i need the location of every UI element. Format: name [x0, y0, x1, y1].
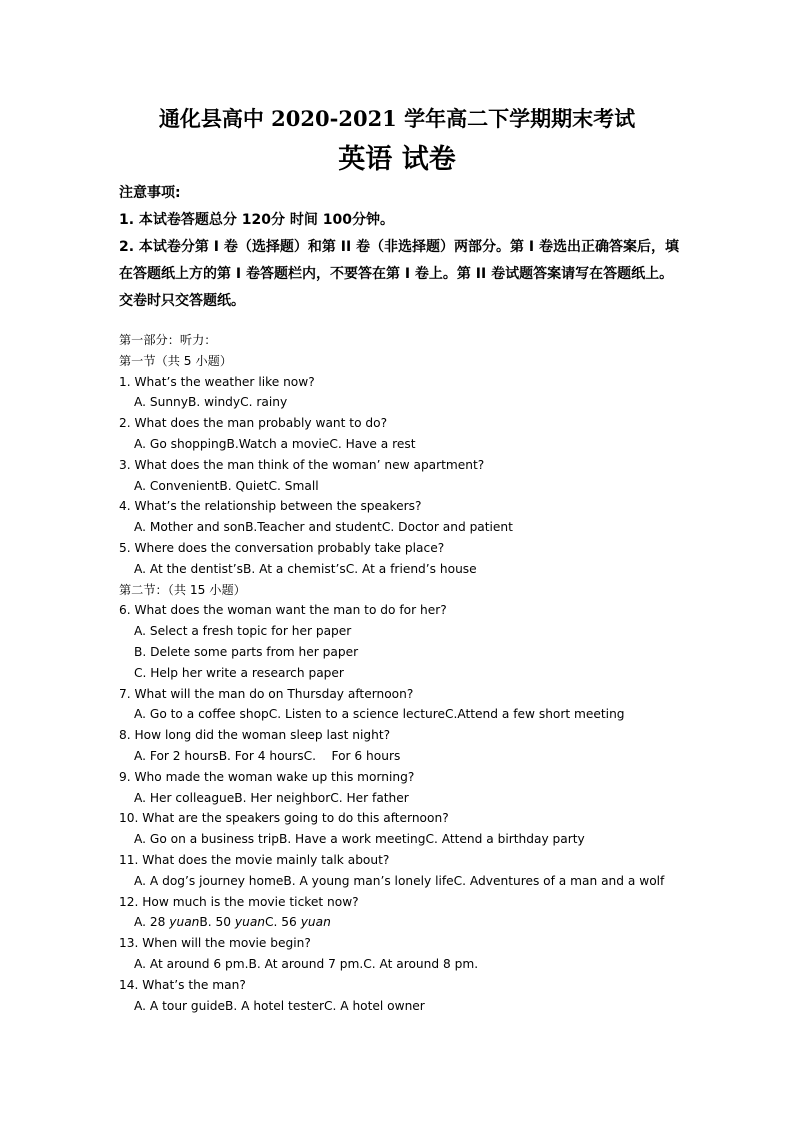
option-c: C. Doctor and patient: [381, 520, 513, 535]
currency-unit: yuan: [300, 915, 331, 930]
option-c: C. Her father: [330, 790, 409, 805]
question-stem: 7. What will the man do on Thursday afternoon?: [119, 686, 414, 701]
question-stem: 12. How much is the movie ticket now?: [119, 894, 359, 909]
option-a: A. Mother and son: [134, 520, 246, 535]
option-b: B. Her neighbor: [234, 790, 331, 805]
option-c: C. A hotel owner: [323, 998, 425, 1013]
subject-title: 英语 试卷: [338, 144, 456, 175]
option-c: C. Help her write a research paper: [134, 665, 344, 680]
question-stem: 11. What does the movie mainly talk about?: [119, 852, 390, 867]
option-b: B. At a chemist’s: [243, 561, 346, 576]
question-options: [119, 704, 689, 725]
question-stem: 6. What does the woman want the man to do for her?: [119, 603, 447, 618]
option-b: B. windy: [188, 395, 241, 410]
question-options: [119, 434, 689, 455]
question-options: [119, 476, 689, 497]
section-heading: 第二节：（共 15 小题）: [119, 582, 246, 597]
option-a: A. Go on a business trip: [134, 832, 279, 847]
option-a: A. Go to a coffee shop: [134, 707, 269, 722]
question-stem: 1. What’s the weather like now?: [119, 374, 315, 389]
option-a: A. At the dentist’s: [134, 561, 243, 576]
option-c: C. Have a rest: [329, 436, 416, 451]
question-options: [119, 954, 689, 975]
option-a: A. Select a fresh topic for her paper: [134, 624, 352, 639]
question-options: [119, 746, 689, 767]
option-a: A. A tour guide: [134, 998, 226, 1013]
option-c: C. At around 8 pm.: [363, 956, 479, 971]
option-b: B. For 4 hours: [218, 748, 304, 763]
option-a: A. Sunny: [134, 395, 188, 410]
option-a: A. Convenient: [134, 478, 220, 493]
option-b: B.Watch a movie: [226, 436, 330, 451]
exam-title: 通化县高中 2020-2021 学年高二下学期期末考试: [158, 106, 636, 131]
question-options: [119, 788, 689, 809]
currency-unit: yuan: [234, 915, 266, 930]
option-b: C. Listen to a science lecture: [268, 707, 445, 722]
listening-section: [119, 330, 689, 1016]
option-b: B. Quiet: [219, 478, 269, 493]
option-c: C.Attend a few short meeting: [444, 707, 625, 722]
option-b: B. 50: [199, 915, 232, 930]
question-stem: 9. Who made the woman wake up this morning?: [119, 769, 415, 784]
notes-item-2: 2. 本试卷分第 I 卷（选择题）和第 II 卷（非选择题）两部分。第 I 卷选出正确答案后，填在答题纸上方的第 I 卷答题栏内，不要答在第 I 卷上。第 II 卷试题答案请写在答题纸上。交卷时只交答题纸。: [119, 239, 680, 309]
option-a: A. At around 6 pm.: [134, 956, 249, 971]
question-options: [119, 392, 689, 413]
currency-unit: yuan: [169, 915, 200, 930]
notes-item-1: 1. 本试卷答题总分 120分 时间 100分钟。: [119, 212, 395, 228]
section-heading: 第一节（共 5 小题）: [119, 353, 233, 368]
question-stem: 2. What does the man probably want to do?: [119, 416, 388, 431]
part-heading: 第一部分：听力：: [119, 333, 217, 347]
option-c: C. Adventures of a man and a wolf: [453, 873, 665, 888]
option-c: C. 56: [265, 915, 297, 930]
notes-block: [119, 180, 681, 315]
option-c: C. Small: [268, 478, 319, 493]
question-stem: 3. What does the man think of the woman’ new apartment?: [119, 457, 485, 472]
question-stem: 13. When will the movie begin?: [119, 936, 311, 951]
option-b: B. A hotel tester: [225, 998, 324, 1013]
question-stem: 4. What’s the relationship between the speakers?: [119, 499, 422, 514]
option-b: B. A young man’s lonely life: [283, 873, 454, 888]
option-b: B. At around 7 pm.: [248, 956, 364, 971]
option-c: C. Attend a birthday party: [425, 832, 585, 847]
question-options: [119, 559, 689, 580]
question-options: [119, 871, 689, 892]
option-c: C. For 6 hours: [303, 748, 401, 763]
question-options: [119, 517, 689, 538]
option-a: A. Her colleague: [134, 790, 235, 805]
option-a: A. 28: [134, 915, 166, 930]
question-stem: 8. How long did the woman sleep last night?: [119, 728, 391, 743]
option-b: B.Teacher and student: [245, 520, 382, 535]
option-c: C. rainy: [240, 395, 288, 410]
question-options: [119, 912, 689, 933]
option-a: A. Go shopping: [134, 436, 227, 451]
question-stem: 14. What’s the man?: [119, 977, 246, 992]
question-stem: 10. What are the speakers going to do this afternoon?: [119, 811, 449, 826]
option-c: C. At a friend’s house: [345, 561, 477, 576]
notes-heading: 注意事项:: [119, 185, 181, 201]
question-stem: 5. Where does the conversation probably take place?: [119, 540, 445, 555]
option-b: B. Delete some parts from her paper: [134, 644, 359, 659]
option-a: A. A dog’s journey home: [134, 873, 284, 888]
question-options: [119, 996, 689, 1017]
question-options: [119, 829, 689, 850]
option-b: B. Have a work meeting: [278, 832, 426, 847]
option-a: A. For 2 hours: [134, 748, 219, 763]
